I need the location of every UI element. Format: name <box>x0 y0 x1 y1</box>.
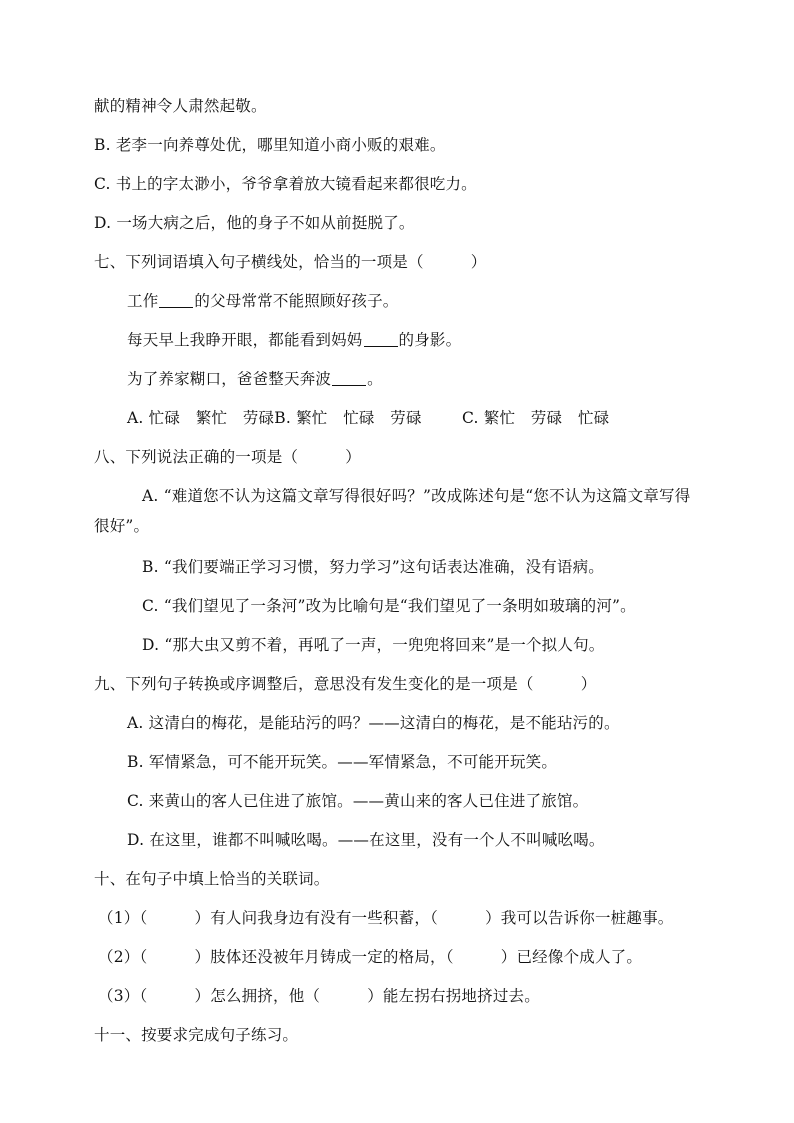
q8-option-a-line-1: A. “难道您不认为这篇文章写得很好吗？”改成陈述句是“您不认为这篇文章写得 <box>142 487 691 505</box>
q7-title: 七、下列词语填入句子横线处，恰当的一项是（ ） <box>94 253 487 271</box>
q7-options-a-b: A. 忙碌 繁忙 劳碌B. 繁忙 忙碌 劳碌 <box>127 409 422 427</box>
q7-sentence-3-part-b: 。 <box>367 370 383 388</box>
q7-sentence-2 <box>127 330 461 350</box>
q8-title: 八、下列说法正确的一项是（ ） <box>94 448 361 466</box>
q10-item-2: （2）（ ）肢体还没被年月铸成一定的格局，（ ）已经像个成人了。 <box>98 948 643 966</box>
q7-sentence-2-part-b: 的身影。 <box>398 331 462 349</box>
q9-option-a: A. 这清白的梅花，是能玷污的吗？——这清白的梅花，是不能玷污的。 <box>127 714 620 732</box>
q8-option-d: D. “那大虫又剪不着，再吼了一声，一兜兜将回来”是一个拟人句。 <box>142 636 605 654</box>
q7-blank-1 <box>159 293 193 308</box>
q7-sentence-3 <box>127 369 383 389</box>
q7-sentence-1-part-a: 工作 <box>127 292 159 310</box>
q8-option-b: B. “我们要端正学习习惯，努力学习”这句话表达准确，没有语病。 <box>142 558 604 576</box>
q7-sentence-1 <box>127 291 399 311</box>
q8-option-a-line-2: 很好”。 <box>94 517 150 535</box>
q7-sentence-1-part-b: 的父母常常不能照顾好孩子。 <box>194 292 399 310</box>
q7-option-c: C. 繁忙 劳碌 忙碌 <box>462 409 610 427</box>
q7-sentence-3-part-a: 为了养家糊口，爸爸整天奔波 <box>127 370 332 388</box>
q7-blank-2 <box>364 332 398 347</box>
q9-title: 九、下列句子转换或序调整后，意思没有发生变化的是一项是（ ） <box>94 675 597 693</box>
q11-title: 十一、按要求完成句子练习。 <box>94 1026 299 1044</box>
q10-item-3: （3）（ ）怎么拥挤，他（ ）能左拐右拐地挤过去。 <box>98 987 540 1005</box>
q6-continuation-line: 献的精神令人肃然起敬。 <box>94 97 267 115</box>
q8-option-c: C. “我们望见了一条河”改为比喻句是“我们望见了一条明如玻璃的河”。 <box>142 597 636 615</box>
q7-sentence-2-part-a: 每天早上我睁开眼，都能看到妈妈 <box>127 331 363 349</box>
q10-item-1: （1）（ ）有人问我身边有没有一些积蓄，（ ）我可以告诉你一桩趣事。 <box>98 909 674 927</box>
q9-option-d: D. 在这里，谁都不叫喊吆喝。——在这里，没有一个人不叫喊吆喝。 <box>127 831 605 849</box>
q6-option-b: B. 老李一向养尊处优，哪里知道小商小贩的艰难。 <box>94 136 446 154</box>
q10-title: 十、在句子中填上恰当的关联词。 <box>94 870 330 888</box>
q7-blank-3 <box>332 371 366 386</box>
q9-option-c: C. 来黄山的客人已住进了旅馆。——黄山来的客人已住进了旅馆。 <box>127 792 589 810</box>
q9-option-b: B. 军情紧急，可不能开玩笑。——军情紧急，不可能开玩笑。 <box>127 753 558 771</box>
q6-option-d: D. 一场大病之后，他的身子不如从前挺脱了。 <box>94 214 415 232</box>
q6-option-c: C. 书上的字太渺小，爷爷拿着放大镜看起来都很吃力。 <box>94 175 477 193</box>
